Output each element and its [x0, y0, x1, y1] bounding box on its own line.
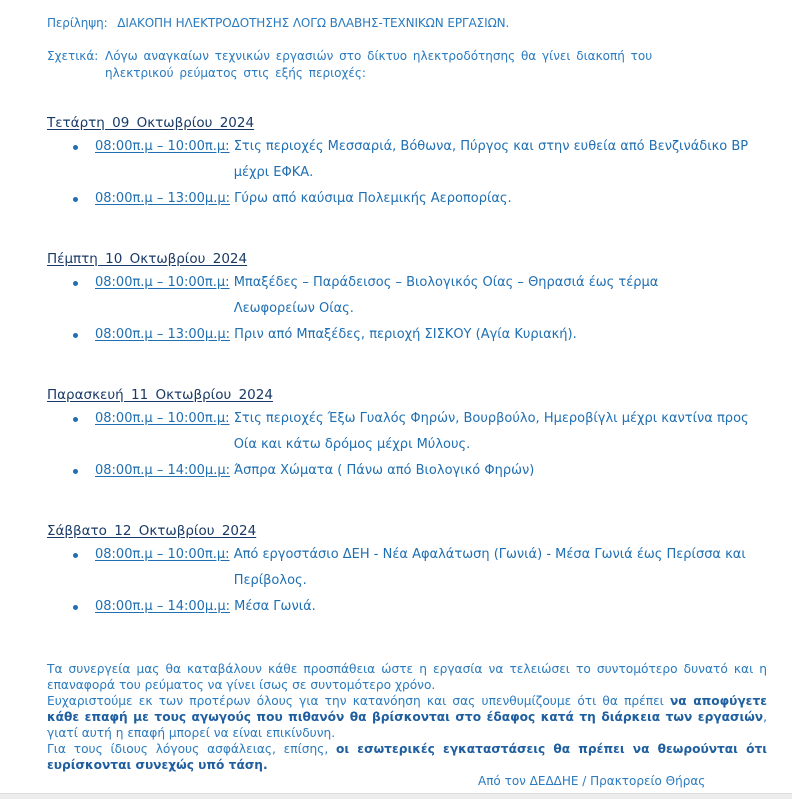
area-description: Μπαξέδες – Παράδεισος – Βιολογικός Οίας – Θηρασιά έως τέρμα Λεωφορείων Οίας. [233, 275, 659, 316]
outage-item [47, 186, 777, 212]
related-text: Λόγω αναγκαίων τεχνικών εργασιών στο δίκτυο ηλεκτροδότησης θα γίνει διακοπή του ηλεκτρικού ρεύματος στις εξής περιοχές: [105, 49, 653, 80]
outage-item [47, 458, 777, 484]
bullet-icon [73, 605, 78, 610]
day-title: Παρασκευή 11 Οκτωβρίου 2024 [47, 387, 273, 403]
time-range: 08:00π.μ – 10:00π.μ: [95, 139, 230, 154]
time-range: 08:00π.μ – 14:00μ.μ: [95, 463, 230, 478]
area-description: Γύρω από καύσιμα Πολεμικής Αεροπορίας. [234, 191, 512, 206]
area-description: Στις περιοχές Μεσσαριά, Βόθωνα, Πύργος και στην ευθεία από Βενζινάδικο ΒΡ μέχρι ΕΦΚΑ. [233, 139, 749, 180]
summary-text: ΔΙΑΚΟΠΗ ΗΛΕΚΤΡΟΔΟΤΗΣΗΣ ΛΟΓΩ ΒΛΑΒΗΣ-ΤΕΧΝΙΚΩΝ ΕΡΓΑΣΙΩΝ. [117, 16, 510, 30]
closing-text [47, 661, 767, 773]
outage-item [47, 542, 777, 594]
outage-list [47, 134, 777, 212]
closing-paragraph-1: Τα συνεργεία μας θα καταβάλουν κάθε προσπάθεια ώστε η εργασία να τελειώσει το συντομότερο δυνατό και η επαναφορά του ρεύματος να γίνει ίσως σε συντομότερο χρόνο. [47, 662, 767, 692]
day-title: Σάββατο 12 Οκτωβρίου 2024 [47, 523, 257, 539]
outage-item [47, 594, 777, 620]
bullet-icon [73, 197, 78, 202]
summary-label: Περίληψη: [47, 16, 108, 30]
day-section [47, 112, 777, 212]
closing-p3-text: Για τους ίδιους λόγους ασφάλειας, επίσης, [47, 742, 337, 756]
day-title: Τετάρτη 09 Οκτωβρίου 2024 [47, 115, 255, 131]
time-range: 08:00π.μ – 10:00π.μ: [95, 547, 230, 562]
outage-item [47, 322, 777, 348]
related-label: Σχετικά: [47, 49, 99, 63]
installations-warning-bold: οι εσωτερικές εγκαταστάσεις θα πρέπει να θεωρούνται ότι ευρίσκονται συνεχώς υπό τάση. [47, 742, 767, 772]
day-section [47, 520, 777, 620]
time-range: 08:00π.μ – 14:00μ.μ: [95, 599, 230, 614]
outage-item [47, 406, 777, 458]
time-range: 08:00π.μ – 10:00π.μ: [95, 275, 230, 290]
area-description: Άσπρα Χώματα ( Πάνω από Βιολογικό Φηρών) [234, 463, 535, 478]
safety-warning-bold: να αποφύγετε κάθε επαφή με τους αγωγούς που πιθανόν θα βρίσκονται στο έδαφος κατά τη διάρκεια των εργασιών [47, 694, 767, 724]
bullet-icon [73, 553, 78, 558]
time-range: 08:00π.μ – 13:00μ.μ: [95, 191, 230, 206]
related-line [47, 48, 687, 82]
outage-list [47, 406, 777, 484]
summary-line [47, 16, 509, 30]
bullet-icon [73, 145, 78, 150]
closing-paragraph-3 [47, 741, 767, 773]
area-description: Από εργοστάσιο ΔΕΗ - Νέα Αφαλάτωση (Γωνιά) - Μέσα Γωνιά έως Περίσσα και Περίβολος. [233, 547, 746, 588]
day-section [47, 384, 777, 484]
bullet-icon [73, 417, 78, 422]
closing-p2-text: Ευχαριστούμε εκ των προτέρων όλους για την κατανόηση και σας υπενθυμίζουμε ότι θα πρέπει [47, 694, 670, 708]
time-range: 08:00π.μ – 10:00π.μ: [95, 411, 230, 426]
outage-list [47, 542, 777, 620]
outage-list [47, 270, 777, 348]
outage-item [47, 134, 777, 186]
bullet-icon [73, 469, 78, 474]
signature: Από τον ΔΕΔΔΗΕ / Πρακτορείο Θήρας [478, 774, 706, 788]
outage-item [47, 270, 777, 322]
area-description: Στις περιοχές Έξω Γυαλός Φηρών, Βουρβούλο, Ημεροβίγλι μέχρι καντίνα προς Οία και κάτω δρόμος μέχρι Μύλους. [233, 411, 749, 452]
area-description: Πριν από Μπαξέδες, περιοχή ΣΙΣΚΟΥ (Αγία Κυριακή). [234, 327, 577, 342]
bullet-icon [73, 281, 78, 286]
area-description: Μέσα Γωνιά. [234, 599, 316, 614]
bottom-divider [0, 793, 792, 799]
time-range: 08:00π.μ – 13:00μ.μ: [95, 327, 230, 342]
day-title: Πέμπτη 10 Οκτωβρίου 2024 [47, 251, 248, 267]
day-section [47, 248, 777, 348]
closing-paragraph-2 [47, 693, 767, 741]
closing-p2-tail: , γιατί αυτή η επαφή μπορεί να είναι επικίνδυνη. [47, 710, 767, 740]
bullet-icon [73, 333, 78, 338]
